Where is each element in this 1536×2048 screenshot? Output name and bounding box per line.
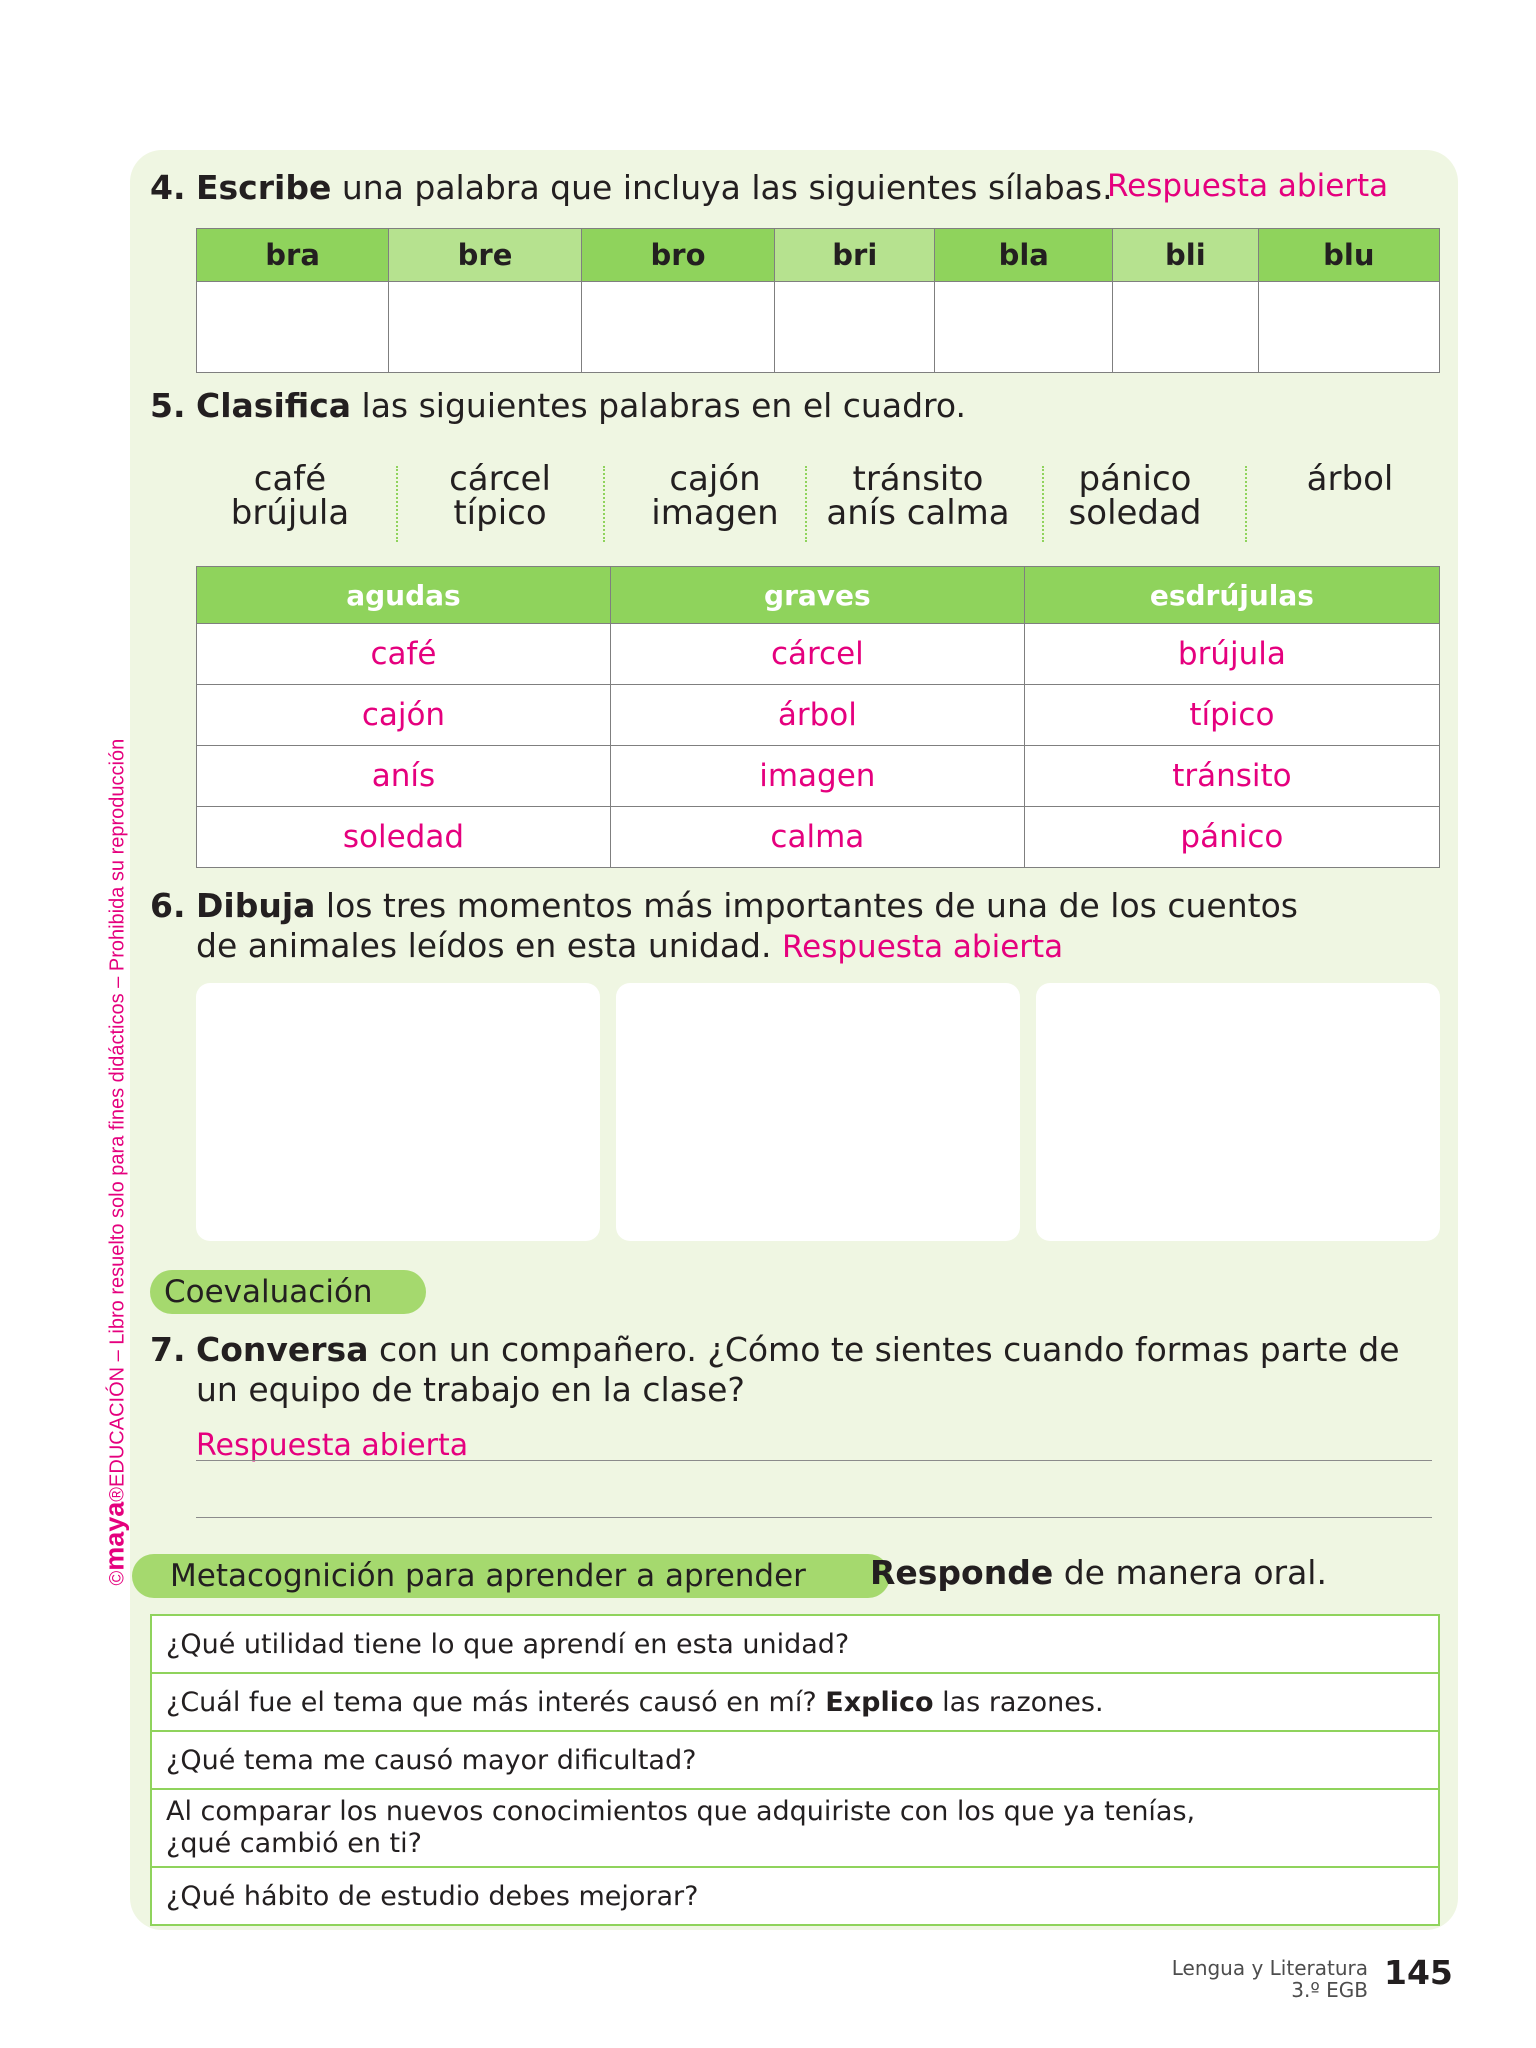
header-esdrujulas: esdrújulas	[1024, 567, 1439, 624]
table-cell[interactable]: cajón	[197, 685, 611, 746]
answer-cell[interactable]	[935, 282, 1113, 373]
table-cell[interactable]: brújula	[1024, 624, 1439, 685]
metacognition-question	[151, 1789, 1439, 1867]
word: cárcel	[449, 459, 551, 499]
metacognition-text: ¿Cuál fue el tema que más interés causó en mí?	[166, 1686, 826, 1718]
table-row	[151, 1673, 1439, 1731]
copyright-text: EDUCACIÓN – Libro resuelto solo para fines didácticos – Prohibida su reproducción	[106, 738, 129, 1487]
question-7-prompt-line1	[196, 1330, 1400, 1370]
table-row	[151, 1789, 1439, 1867]
table-cell[interactable]: pánico	[1024, 807, 1439, 868]
word-group	[420, 459, 580, 533]
table-row	[151, 1867, 1439, 1925]
word: árbol	[1306, 459, 1394, 499]
table-cell[interactable]: anís	[197, 746, 611, 807]
metacognicion-text: de manera oral.	[1053, 1553, 1327, 1592]
answer-cell[interactable]	[197, 282, 389, 373]
syllable-cell: bli	[1113, 229, 1259, 282]
table-row	[151, 1731, 1439, 1789]
answer-cell[interactable]	[389, 282, 582, 373]
question-6-prompt-line2	[196, 926, 1063, 967]
metacognition-question: ¿Qué utilidad tiene lo que aprendí en esta unidad?	[151, 1615, 1439, 1673]
drawing-box-1[interactable]	[196, 983, 600, 1241]
word: típico	[453, 493, 547, 533]
word-divider	[805, 466, 807, 542]
answer-cell[interactable]	[581, 282, 774, 373]
word: café	[253, 459, 327, 499]
question-7-text: con un compañero. ¿Cómo te sientes cuando formas parte de	[368, 1330, 1400, 1369]
word: pánico	[1078, 459, 1192, 499]
question-6-verb: Dibuja	[196, 886, 316, 925]
word-divider	[603, 466, 605, 542]
answer-line-1[interactable]	[196, 1460, 1432, 1461]
word: tránsito	[852, 459, 984, 499]
word: anís calma	[826, 493, 1010, 533]
brand-logo: maya	[99, 1501, 130, 1571]
question-4-verb: Escribe	[196, 168, 332, 207]
header-agudas: agudas	[197, 567, 611, 624]
question-4-number: 4.	[150, 168, 186, 207]
classification-header-row	[197, 567, 1440, 624]
copyright-symbol: ©	[106, 1570, 129, 1586]
syllable-cell: bre	[389, 229, 582, 282]
question-6-text: los tres momentos más importantes de una de los cuentos	[315, 886, 1298, 925]
drawing-box-2[interactable]	[616, 983, 1020, 1241]
syllable-header-row	[197, 229, 1440, 282]
syllable-answer-row	[197, 282, 1440, 373]
table-cell[interactable]: café	[197, 624, 611, 685]
question-5-prompt	[196, 386, 966, 426]
question-7-verb: Conversa	[196, 1330, 369, 1369]
classification-table	[196, 566, 1440, 868]
metacognition-question	[151, 1673, 1439, 1731]
metacognicion-label: Metacognición para aprender a aprender	[132, 1554, 890, 1598]
table-cell[interactable]: cárcel	[610, 624, 1024, 685]
syllable-cell: bro	[581, 229, 774, 282]
syllable-cell: blu	[1258, 229, 1439, 282]
question-7-number: 7.	[150, 1330, 186, 1369]
table-cell[interactable]: árbol	[610, 685, 1024, 746]
metacognition-text: las razones.	[933, 1686, 1104, 1718]
coevaluacion-label: Coevaluación	[150, 1270, 426, 1314]
question-6-prompt-line1	[196, 886, 1298, 926]
question-5-text: las siguientes palabras en el cuadro.	[351, 386, 966, 425]
page-number: 145	[1384, 1953, 1453, 1992]
table-cell[interactable]: tránsito	[1024, 746, 1439, 807]
metacognition-table	[150, 1614, 1440, 1926]
word-divider	[396, 466, 398, 542]
answer-cell[interactable]	[1113, 282, 1259, 373]
syllable-cell: bla	[935, 229, 1113, 282]
table-cell[interactable]: calma	[610, 807, 1024, 868]
syllable-cell: bri	[775, 229, 935, 282]
question-6-answer: Respuesta abierta	[782, 929, 1064, 965]
word-group	[1052, 459, 1218, 533]
drawing-box-3[interactable]	[1036, 983, 1440, 1241]
answer-line-2[interactable]	[196, 1517, 1432, 1518]
answer-cell[interactable]	[775, 282, 935, 373]
question-5-number: 5.	[150, 386, 186, 425]
header-graves: graves	[610, 567, 1024, 624]
table-cell[interactable]: soledad	[197, 807, 611, 868]
table-cell[interactable]: típico	[1024, 685, 1439, 746]
question-6-number: 6.	[150, 886, 186, 925]
table-row	[197, 624, 1440, 685]
metacognicion-instruction	[870, 1553, 1327, 1593]
metacognicion-verb: Responde	[870, 1553, 1054, 1592]
metacognition-text: ¿qué cambió en ti?	[166, 1828, 422, 1859]
word: soledad	[1068, 493, 1202, 533]
word-group	[630, 459, 800, 533]
table-cell[interactable]: imagen	[610, 746, 1024, 807]
syllable-cell: bra	[197, 229, 389, 282]
table-row	[197, 746, 1440, 807]
word: brújula	[230, 493, 350, 533]
metacognition-bold: Explico	[825, 1686, 934, 1718]
metacognition-question: ¿Qué hábito de estudio debes mejorar?	[151, 1867, 1439, 1925]
table-row	[197, 807, 1440, 868]
question-4-prompt	[196, 168, 1113, 208]
word-group	[818, 459, 1018, 533]
question-4-text: una palabra que incluya las siguientes sílabas.	[331, 168, 1113, 207]
word-divider	[1245, 466, 1247, 542]
question-7-prompt-line2: un equipo de trabajo en la clase?	[196, 1370, 745, 1409]
answer-cell[interactable]	[1258, 282, 1439, 373]
metacognition-text: Al comparar los nuevos conocimientos que adquiriste con los que ya tenías,	[166, 1796, 1196, 1827]
metacognition-question: ¿Qué tema me causó mayor dificultad?	[151, 1731, 1439, 1789]
table-row	[197, 685, 1440, 746]
word: cajón	[669, 459, 761, 499]
word-divider	[1042, 466, 1044, 542]
copyright-sidebar	[100, 446, 131, 1586]
question-5-verb: Clasifica	[196, 386, 352, 425]
question-7-answer: Respuesta abierta	[196, 1428, 469, 1463]
word-group	[210, 459, 370, 533]
syllable-table	[196, 228, 1440, 373]
registered-symbol: ®	[106, 1486, 129, 1502]
question-4-answer: Respuesta abierta	[1107, 168, 1389, 204]
word: imagen	[651, 493, 779, 533]
table-row	[151, 1615, 1439, 1673]
footer-subject: Lengua y Literatura	[1171, 1956, 1368, 1980]
footer-grade: 3.º EGB	[1291, 1978, 1368, 2002]
word-group	[1270, 459, 1430, 499]
question-6-text-2: de animales leídos en esta unidad.	[196, 926, 772, 965]
